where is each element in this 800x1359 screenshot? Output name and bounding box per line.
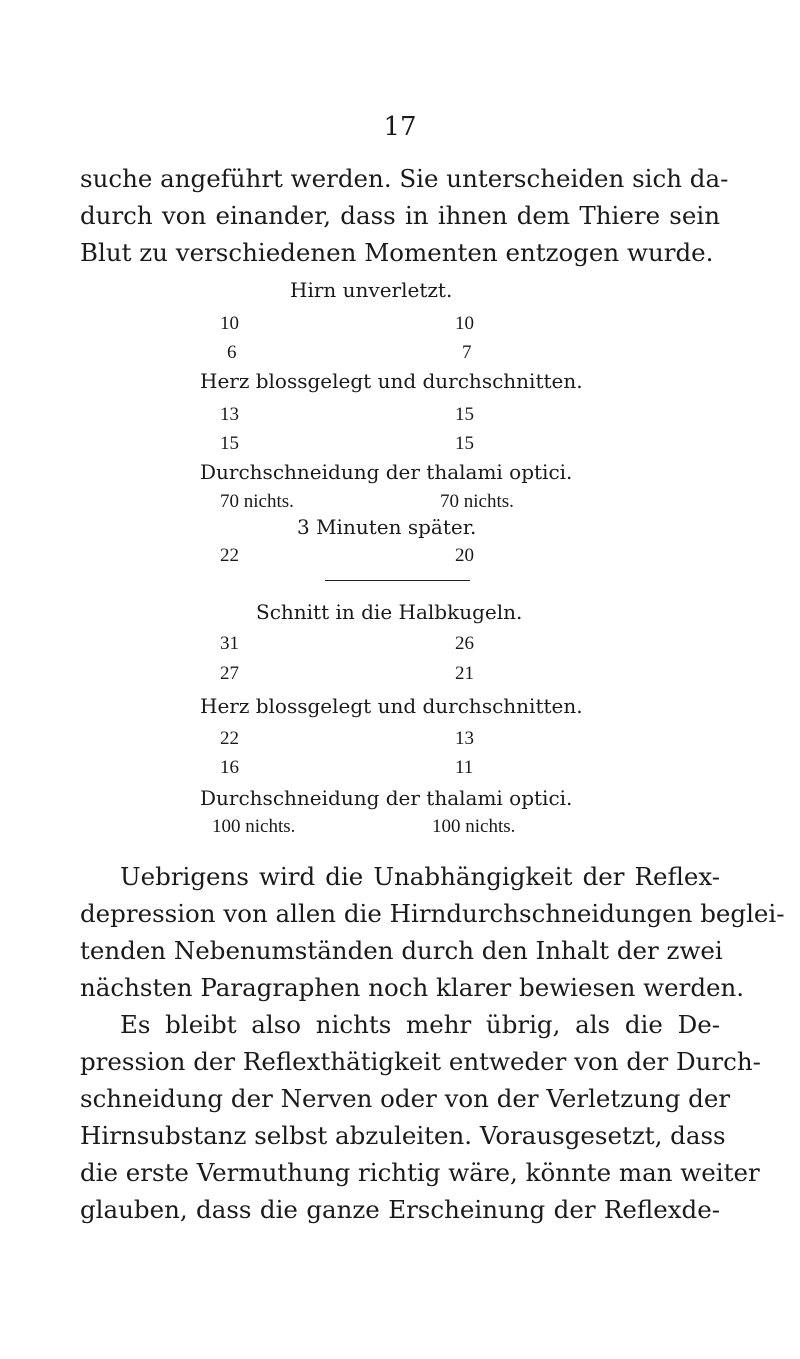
table-cell: 13 — [455, 728, 474, 749]
table-cell: 27 — [220, 663, 239, 684]
text-line: Uebrigens wird die Unabhängigkeit der Reflex- — [120, 862, 720, 891]
table-cell: 31 — [220, 633, 239, 654]
text-line: die erste Vermuthung richtig wäre, könnte man weiter — [80, 1158, 760, 1187]
table-cell: 15 — [220, 433, 239, 454]
table-cell: 22 — [220, 728, 239, 749]
table-cell: 10 — [455, 313, 474, 334]
table-heading: 3 Minuten später. — [297, 515, 477, 539]
table-heading: Schnitt in die Halbkugeln. — [256, 600, 523, 624]
table-cell: 26 — [455, 633, 474, 654]
text-line: durch von einander, dass in ihnen dem Thiere sein — [80, 201, 720, 230]
table-heading: Durchschneidung der thalami optici. — [200, 460, 573, 484]
table-cell: 100 nichts. — [212, 816, 296, 837]
table-cell: 15 — [455, 433, 474, 454]
table-cell: 20 — [455, 545, 474, 566]
text-line: schneidung der Nerven oder von der Verletzung der — [80, 1084, 731, 1113]
text-line: suche angeführt werden. Sie unterscheiden sich da- — [80, 164, 729, 193]
table-heading: Durchschneidung der thalami optici. — [200, 786, 573, 810]
table-heading: Herz blossgelegt und durchschnitten. — [200, 694, 583, 718]
intro-paragraph — [80, 160, 729, 271]
text-line: depression von allen die Hirndurchschneidungen beglei- — [80, 899, 785, 928]
table-cell: 7 — [462, 342, 472, 363]
table-cell: 13 — [220, 404, 239, 425]
table-cell: 70 nichts. — [220, 491, 294, 512]
text-line: Es bleibt also nichts mehr übrig, als die De- — [120, 1010, 720, 1039]
table-heading: Hirn unverletzt. — [290, 278, 453, 302]
table-cell: 22 — [220, 545, 239, 566]
table-cell: 6 — [227, 342, 237, 363]
table-cell: 11 — [455, 757, 474, 778]
table-cell: 70 nichts. — [440, 491, 514, 512]
table-cell: 100 nichts. — [432, 816, 516, 837]
table-cell: 21 — [455, 663, 474, 684]
table-cell: 10 — [220, 313, 239, 334]
table-heading: Herz blossgelegt und durchschnitten. — [200, 369, 583, 393]
text-line: nächsten Paragraphen noch klarer bewiesen werden. — [80, 973, 745, 1002]
text-line: tenden Nebenumständen durch den Inhalt der zwei — [80, 936, 723, 965]
table-cell: 15 — [455, 404, 474, 425]
body-paragraph — [80, 858, 785, 1228]
page-number: 17 — [383, 112, 417, 142]
table-cell: 16 — [220, 757, 239, 778]
text-line: Hirnsubstanz selbst abzuleiten. Vorausgesetzt, dass — [80, 1121, 726, 1150]
text-line: pression der Reflexthätigkeit entweder von der Durch- — [80, 1047, 761, 1076]
text-line: Blut zu verschiedenen Momenten entzogen wurde. — [80, 238, 714, 267]
separator-rule — [325, 580, 470, 581]
text-line: glauben, dass die ganze Erscheinung der Reflexde- — [80, 1195, 720, 1224]
